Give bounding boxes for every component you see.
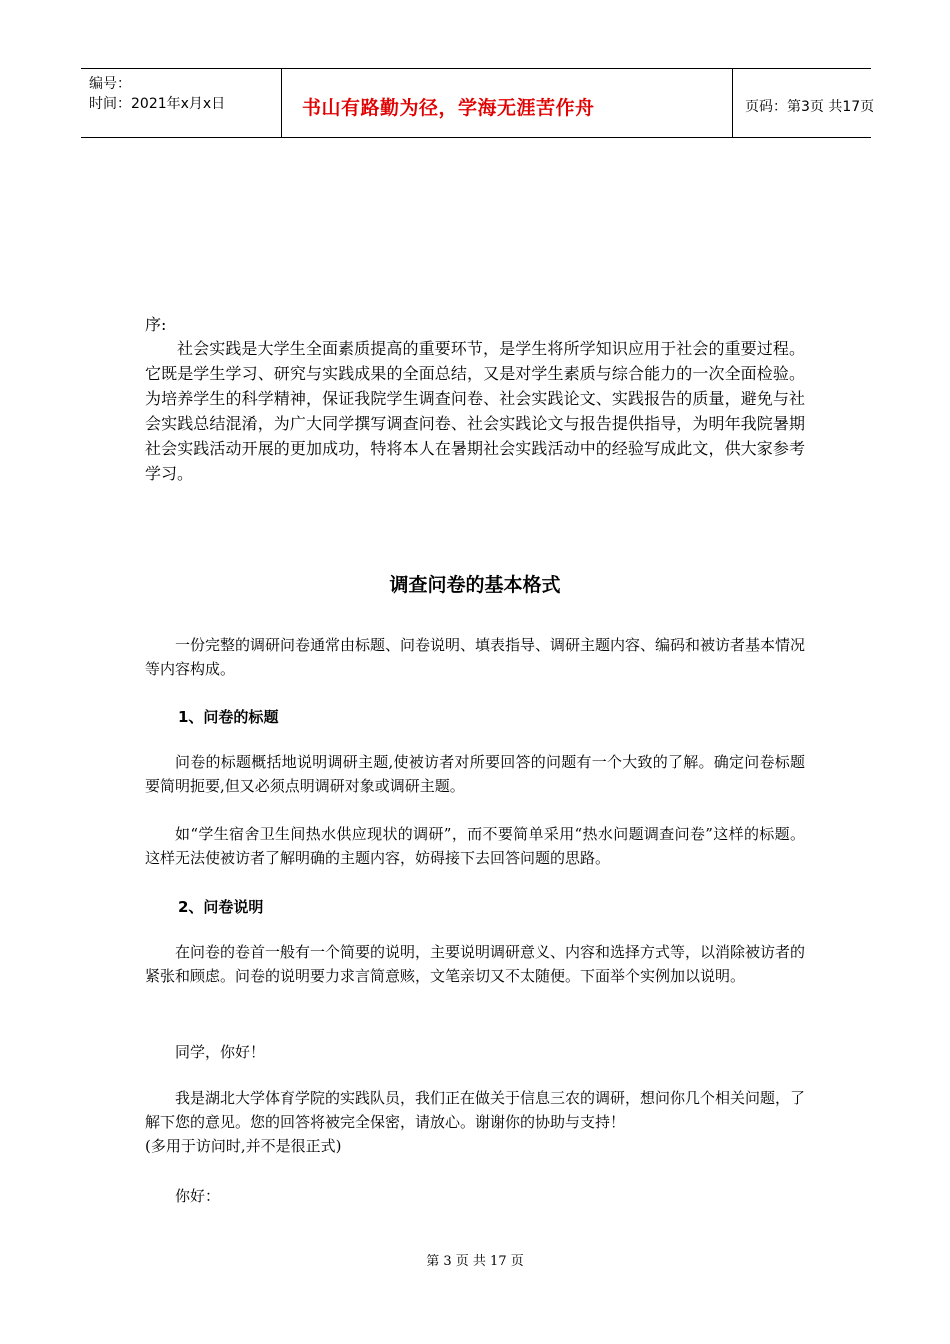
paragraph-title-desc: 问卷的标题概括地说明调研主题,使被访者对所要回答的问题有一个大致的了解。确定问卷标题要简明扼要,但又必须点明调研对象或调研主题。 xyxy=(145,753,805,795)
preface-text: 社会实践是大学生全面素质提高的重要环节，是学生将所学知识应用于社会的重要过程。它既是学生学习、研究与实践成果的全面总结，又是对学生素质与综合能力的一次全面检验。为培养学生的科学精神，保证我院学生调查问卷、社会实践论文、实践报告的质量，避免与社会实践总结混淆，为广大同学撰写调查问卷、社会实践论文与报告提供指导，为明年我院暑期社会实践活动开展的更加成功，特将本人在暑期社会实践活动中的经验写成此文，供大家参考学习。 xyxy=(145,339,805,483)
heading-questionnaire-note: 2、问卷说明 xyxy=(178,898,264,916)
usage-note: (多用于访问时,并不是很正式) xyxy=(145,1137,342,1155)
preface-label: 序: xyxy=(145,315,167,334)
greeting-hello: 你好： xyxy=(175,1187,221,1205)
header-meta xyxy=(81,69,281,137)
date-label: 时间：2021年x月x日 xyxy=(89,96,226,112)
section-title: 调查问卷的基本格式 xyxy=(389,574,561,596)
header-table xyxy=(81,68,875,138)
header-page-cell xyxy=(733,69,875,137)
intro-paragraph: 一份完整的调研问卷通常由标题、问卷说明、填表指导、调研主题内容、编码和被访者基本情况等内容构成。 xyxy=(145,636,806,678)
paragraph-title-example: 如“学生宿舍卫生间热水供应现状的调研”，而不要简单采用“热水问题调查问卷”这样的标题。这样无法使被访者了解明确的主题内容，妨碍接下去回答问题的思路。 xyxy=(145,825,805,867)
heading-questionnaire-title: 1、问卷的标题 xyxy=(178,708,279,726)
greeting-classmate: 同学，你好！ xyxy=(175,1043,266,1061)
paragraph-example-intro: 我是湖北大学体育学院的实践队员，我们正在做关于信息三农的调研，想问你几个相关问题，了解下您的意见。您的回答将被完全保密，请放心。谢谢你的协助与支持！ xyxy=(145,1089,806,1131)
paragraph-note-desc: 在问卷的卷首一般有一个简要的说明，主要说明调研意义、内容和选择方式等，以消除被访者的紧张和顾虑。问卷的说明要力求言简意赅，文笔亲切又不太随便。下面举个实例加以说明。 xyxy=(145,943,806,985)
motto: 书山有路勤为径，学海无涯苦作舟 xyxy=(302,97,595,119)
number-label: 编号： xyxy=(89,76,131,92)
page-info: 页码：第3页 共17页 xyxy=(745,99,875,115)
header-motto-cell xyxy=(281,69,733,137)
page-footer: 第 3 页 共 17 页 xyxy=(426,1254,524,1269)
